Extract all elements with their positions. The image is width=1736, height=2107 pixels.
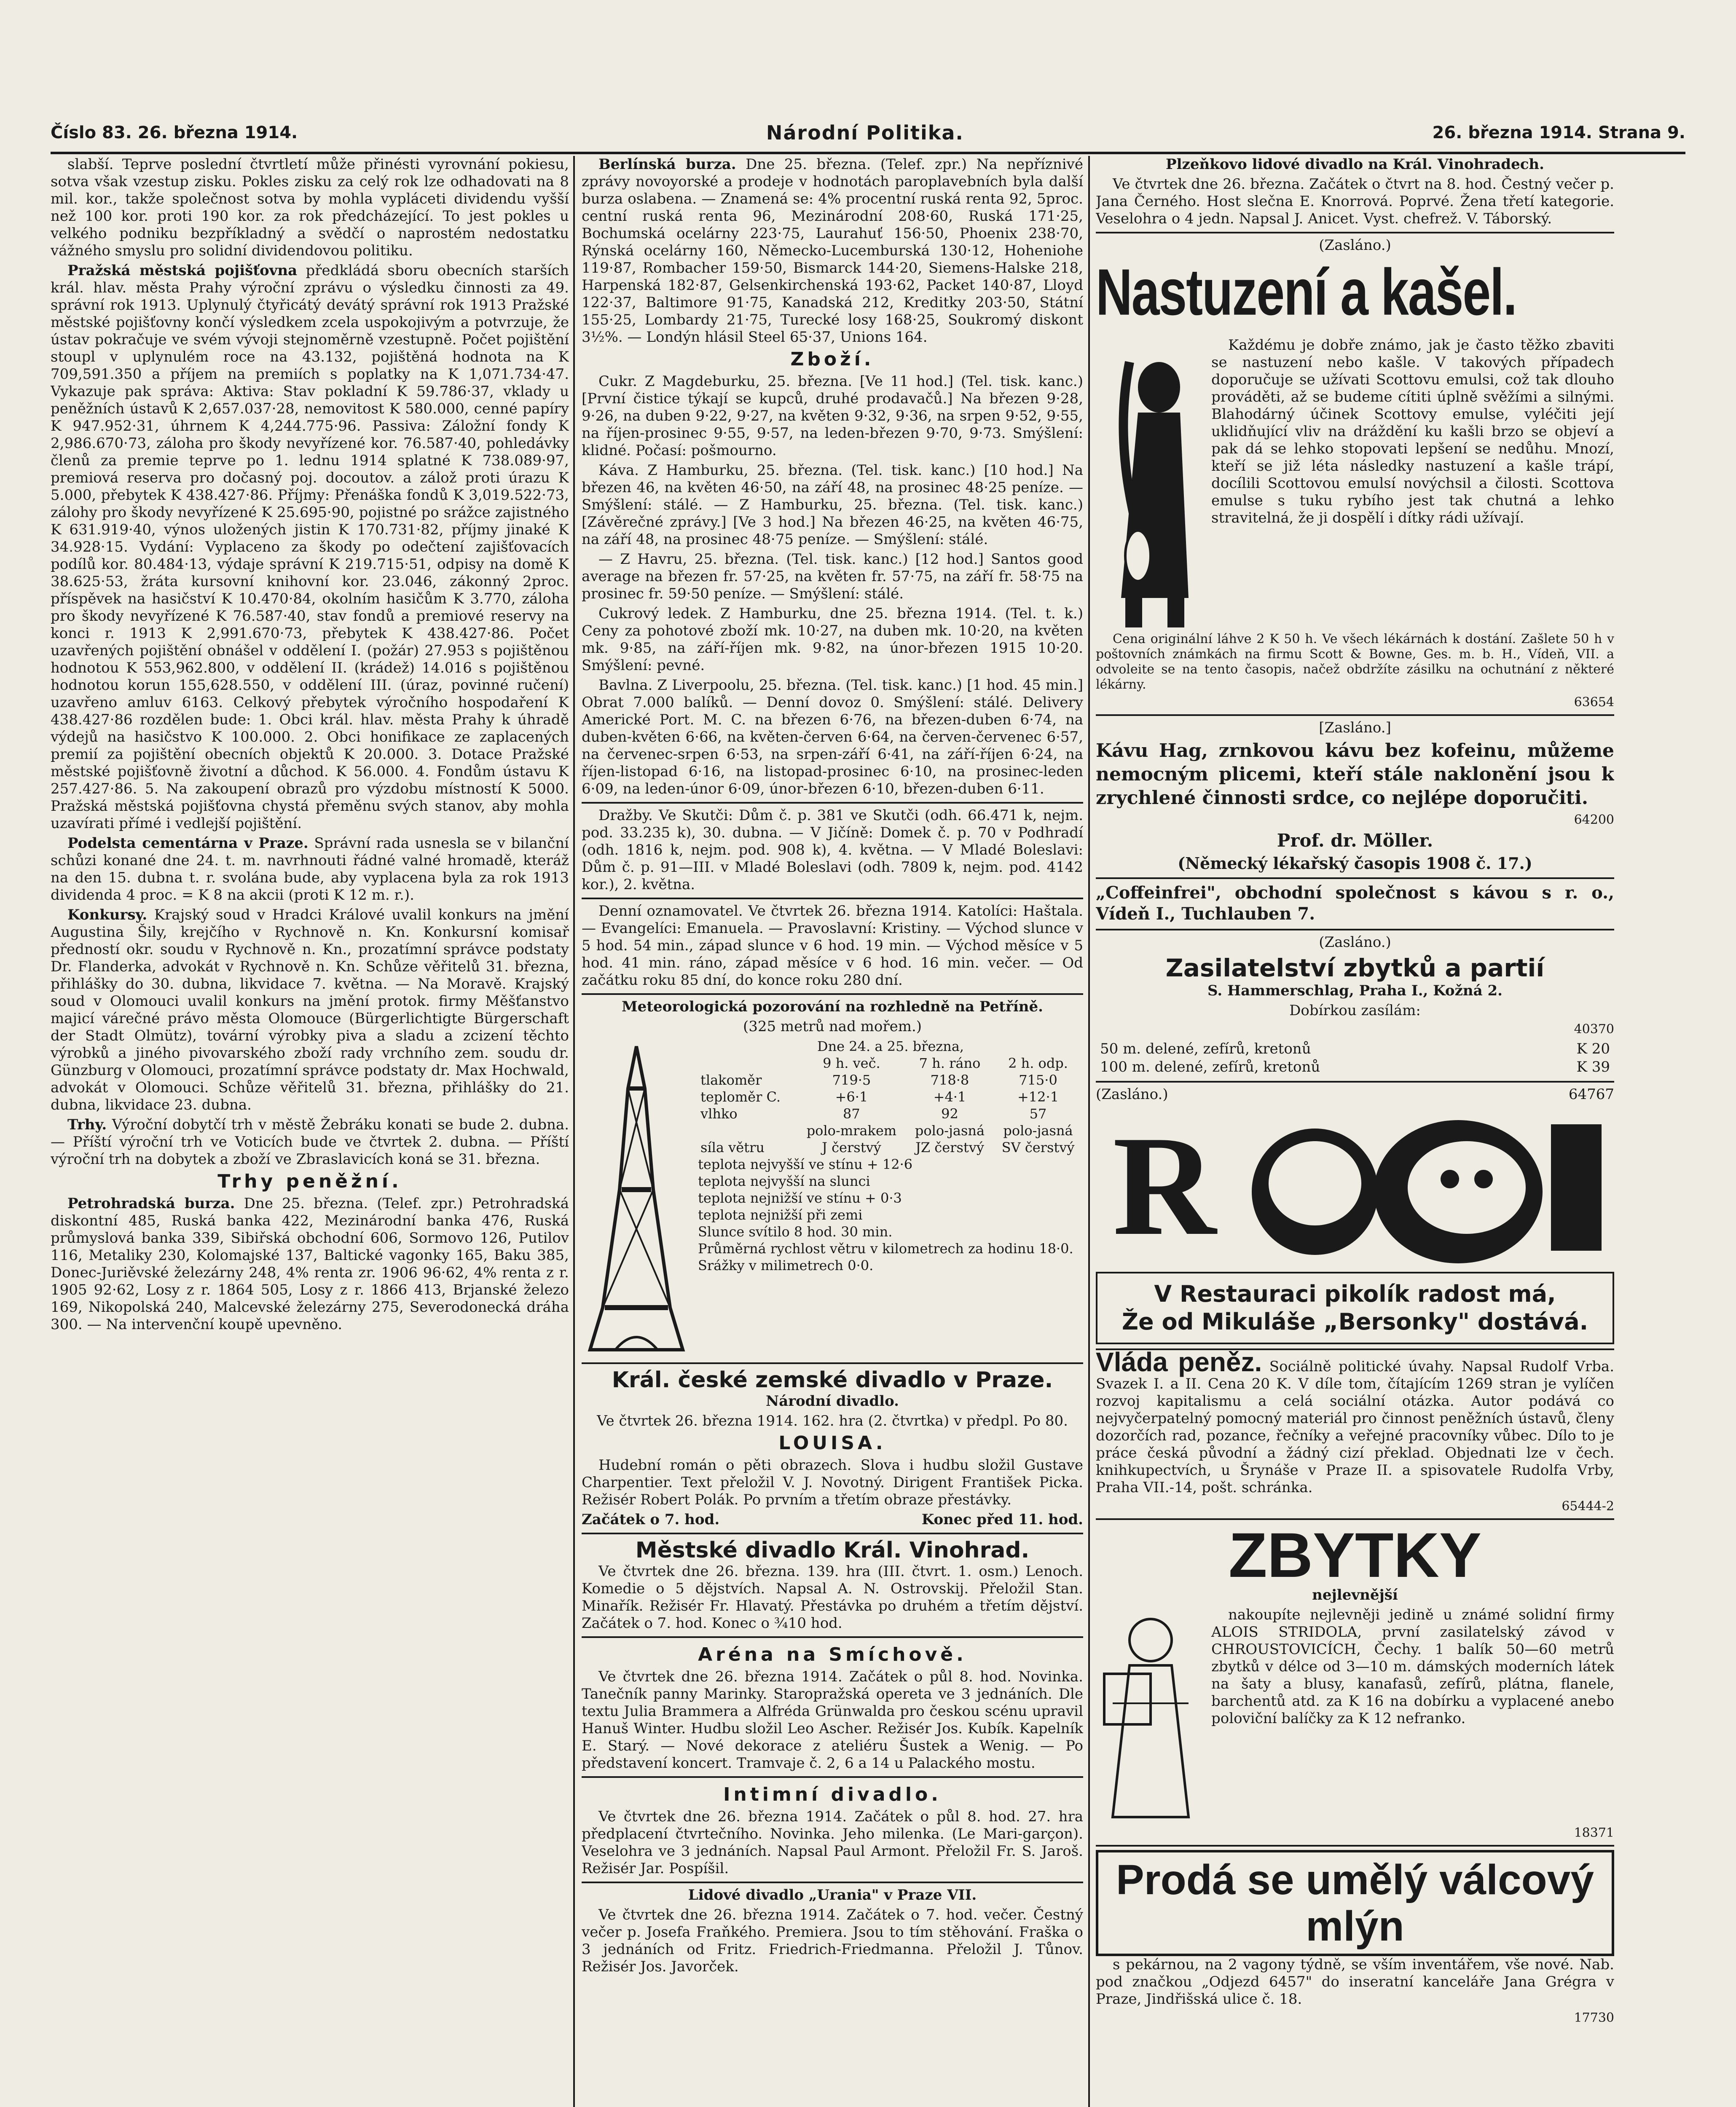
meteo-readings-table [698, 1055, 1083, 1156]
ad-headline: Nastuzení a kašel. [1096, 255, 1516, 329]
ad-code: 17730 [1574, 2010, 1614, 2025]
table-row [698, 1088, 1083, 1105]
play-title: LOUISA. [778, 1432, 886, 1454]
theatre-text: Ve čtvrtek dne 26. března 1914. Začátek o 7. hod. večer. Čestný večer p. Josefa Fraňkého. Premiera. Jsou to tím stěhování. Fraška o 3 jednáních od Fritz. Friedrich-Friedmanna. Přeložil J. Tůnov. Režisér Jos. Javorček. [582, 1906, 1083, 1975]
column-rule [1088, 156, 1090, 2107]
zaslano-label: (Zasláno.) [1319, 237, 1391, 254]
ad-price: Cena originální láhve 2 K 50 h. Ve všech lékárnách k dostání. Zašlete 50 h v poštovních známkách na firmu Scott & Bowne, Ges. m. b. H., Vídeň, VII. a odvoleite se na tento časopis, načež obdržíte zásilku na ochutnání z některé lékárny. [1096, 632, 1614, 692]
theatre-title: Aréna na Smíchově. [698, 1644, 967, 1665]
table-row [698, 1105, 1083, 1122]
theatre-subtitle: Národní divadlo. [765, 1393, 899, 1410]
article-text: — Z Havru, 25. března. (Tel. tisk. kanc.) [12 hod.] Santos good average na březen fr. 57·25, na květen fr. 57·75, na září fr. 58·75 na prosinec fr. 59·50 peníze. — Smýšlení: stálé. [582, 551, 1083, 602]
svg-text:R: R [1113, 1107, 1216, 1265]
item: 100 m. delené, zefírů, kretonů [1100, 1059, 1320, 1075]
article-paragraph [51, 1195, 569, 1333]
article-text: Správní rada usnesla se v bilanční schůzi konané dne 24. t. m. navrhnouti řádné valné hromadě, kteráž na den 15. dubna t. r. svolána bude, aby vyplacena byla za rok 1913 dividenda 4 proc. = K 8 na akcii (proti K 12 m. r.). [51, 835, 569, 903]
row-label: tlakoměr [700, 1072, 762, 1088]
ad-headline: Vláda peněz. [1096, 1347, 1262, 1377]
theatre-title: Král. české zemské divadlo v Praze. [612, 1367, 1053, 1393]
zaslano-label: (Zasláno.) [1319, 934, 1391, 951]
play-times [582, 1511, 1083, 1528]
theatre-text: Ve čtvrtek dne 26. března 1914. Začátek o půl 8. hod. 27. hra předplacení čtvrtečního. Novinka. Jeho milenka. (Le Mari-garçon). Veselohra ve 3 jednáních. Napsal Paul Armont. Přeložil Fr. S. Jaroš. Režisér Jar. Pospíšil. [582, 1808, 1083, 1877]
cell: J čerstvý [822, 1139, 881, 1155]
article-heading: Trhy. [67, 1116, 107, 1133]
cell: JZ čerstvý [915, 1139, 984, 1155]
article-paragraph [51, 906, 569, 1114]
issue-info: Číslo 83. 26. března 1914. [51, 123, 298, 142]
theatre-section [582, 1636, 1083, 1772]
article-heading: Petrohradská burza. [67, 1195, 235, 1212]
table-row [1097, 1059, 1613, 1076]
meteo-extra: teplota nejnižší ve stínu + 0·3 [698, 1190, 902, 1206]
article-heading: Konkursy. [67, 906, 148, 923]
section-title: Zboží. [790, 348, 875, 370]
ad-headline: Prodá se umělý válcový mlýn [1096, 1850, 1614, 1956]
article-text: slabší. Teprve poslední čtvrtletí může přinésti vyrovnání pokiesu, sotva však vzestup zisku. Pokles zisku za celý rok lze odhadovati na 8 mil. kor., takže společnost sotva by mohla vypláceti dividendu vyšší než 100 kor. proti 190 kor. za rok předcházející. To jest pokles u velkého podniku bezpříkladný a svědčí o naprostém nedostatku vážného smyslu pro solidní dividendovou politiku. [51, 156, 569, 259]
zaslano-label: (Zasláno.) [1096, 1086, 1168, 1103]
ad-signature: Prof. dr. Möller. [1277, 830, 1433, 851]
price-table [1096, 1040, 1614, 1077]
article-paragraph [582, 156, 1083, 346]
cell: 92 [941, 1106, 958, 1122]
meteo-block [582, 1038, 1083, 1358]
meteo-extra: teplota nejvyšší ve stínu + 12·6 [698, 1156, 913, 1172]
cell: polo-jasná [1003, 1123, 1073, 1139]
meteo-extra: Slunce svítilo 8 hod. 30 min. [698, 1224, 893, 1240]
article-text: Káva. Z Hamburku, 25. března. (Tel. tisk. kanc.) [10 hod.] Na březen 46, na květen 46·50, na září 48, na prosinec 48·25 peníze. — Smýšlení: stálé. — Z Hamburku, 25. března. (Tel. tisk. kanc.) [Závěrečné zprávy.] [Ve 3 hod.] Na březen 46·25, na květen 46·75, na září 48, na prosinec 48·75 peníze. — Smýšlení: stálé. [582, 462, 1083, 548]
cell: 87 [843, 1106, 860, 1122]
meteo-extra: Srážky v milimetrech 0·0. [698, 1257, 874, 1273]
table-row [1097, 1040, 1613, 1058]
article-paragraph [51, 1116, 569, 1168]
article-heading: Berlínská burza. [598, 156, 736, 173]
section-title: Trhy peněžní. [217, 1171, 402, 1192]
column-middle [582, 156, 1083, 2107]
column-left [51, 156, 569, 2107]
ad-text: s pekárnou, na 2 vagony týdně, se vším inventářem, vše nové. Nab. pod značkou „Odjezd 6457" do inseratní kanceláře Jana Grégra v Praze, Jindřišská ulice č. 18. [1096, 1956, 1614, 2008]
ad-address: S. Hammerschlag, Praha I., Kožná 2. [1207, 982, 1503, 999]
restaurant-illustration [1096, 1107, 1614, 1268]
ad-block [1096, 1348, 1614, 1514]
ad-code: 64200 [1574, 812, 1614, 827]
fisherman-with-fish-illustration [1096, 337, 1205, 632]
ad-block [1096, 929, 1614, 1077]
article-heading: Pražská městská pojišťovna [67, 262, 298, 279]
row-label: síla větru [700, 1139, 765, 1155]
theatre-title: Intimní divadlo. [723, 1784, 942, 1805]
ad-paragraph [1096, 1347, 1614, 1496]
lady-with-fabric-illustration [1096, 1606, 1205, 1826]
auctions-section [582, 802, 1083, 893]
cell: polo-mrakem [806, 1123, 897, 1139]
ad-block [1096, 1845, 1614, 2026]
petrin-tower-illustration [582, 1038, 691, 1358]
cell: polo-jasná [915, 1123, 985, 1139]
ad-subline: Dobírkou zasílám: [1289, 1002, 1421, 1019]
column-rule [573, 156, 575, 2107]
table-row [698, 1122, 1083, 1139]
article-text: Dne 25. března. (Telef. zpr.) Na nepříznivé zprávy novoyorské a prodeje v hodnotách paroplavebních byla další burza oslabena. — Znamená se: 4% procentní ruská renta 92, 5proc. centní ruská renta 96, Mezinárodní 208·60, Ruská 171·25, Bochumská ocelárny 223·75, Laurahuť 156·50, Phoenix 238·70, Rýnská ocelárny 160, Německo-Lucemburská 130·12, Hoheniohe 119·87, Rombacher 159·50, Bismarck 144·20, Siemens-Halske 218, Harpenská 182·87, Gelsenkirchenská 193·62, Packet 140·87, Lloyd 122·37, Baltimore 91·75, Kanadská 212, Kreditky 203·50, Státní 155·25, Lombardy 21·75, Turecké losy 168·25, Soukromý diskont 3½%. — Londýn hlásil Steel 65·37, Unions 164. [582, 156, 1083, 346]
article-text: předkládá sboru obecních starších král. hlav. města Prahy výroční zprávu o výsledku činnosti za 49. správní rok 1913. Uplynulý čtyřicátý devátý správní rok 1913 Pražské městské pojišťovny končí výsledkem zcela uspokojivým a potvrzuje, že ústav pokračuje ve svém vývoji stejnoměrně vzestupně. Počet pojištění stoupl v uplynulém roce na 43.132, pojištěná hodnota na K 709,591.350 a příjem na premiích s poplatky na K 1,071.734·47. Vykazuje pak správa: Aktiva: Stav pokladní K 59.786·37, vklady u peněžních ústavů K 2,657.037·28, nemovitost K 580.000, cenné papíry K 947.952·31, úhrnem K 4,244.775·96. Passiva: Záložní fondy K 2,986.670·73, záloha pro škody nevyřízené kor. 76.587·40, pohledávky členů za premie teprve po 1. lednu 1914 splatné K 738.089·97, premiová reserva pro dočasný poj. docoutov. a zálož proti úrazu K 5.000, přebytek K 438.427·86. Příjmy: Přenáška fondů K 3,019.522·73, zálohy pro škody nevyřízené K 25.695·90, pojistné po srážce zajistného K 631.919·40, výnos uložených jistin K 170.731·82, příjmy jinaké K 34.928·15. Vydání: Vyplaceno za škody po odečtení zajišťovacích podílů kor. 80.484·13, výdaje správní K 219.715·51, odpisy na domě K 38.625·53, žráta kursovní knihovní kor. 23.046, zákonný 2proc. příspěvek na hasičství K 10.470·84, okolním hasičům K 3.770, záloha pro škody nevyřízené K 76.587·40, stav fondů a premiové reservy na konci r. 1913 K 2,991.670·73, přebytek K 438.427·86. Počet uzavřených pojištění obnášel v oddělení I. (požár) 27.953 s pojištěnou hodnotou K 553,962.800, v oddělení II. (krádež) 14.016 s pojištěnou hodnotou korun 155,628.550, v oddělení III. (úraz, povinné ručení) uzavřeno amluv 6163. Celkový přebytek výročního hospodaření K 438.427·86 rozdělen bude: 1. Obci král. hlav. města Prahy k úhradě výdejů na hasičstvo K 100.000. 2. Obci honifikace ze zaplacených premií za pojištění obecních objektů K 20.000. 3. Dotace Pražské městské pojišťovně životní a důchod. K 56.000. 4. Fondům ústavu K 257.427·86. 5. Na zakoupení obrazů pro výzdobu místností K 5000. Pražská městská pojišťovna chystá přeměnu svých stanov, aby mohla uzavírati přímé i vedlejší pojištění. [51, 262, 569, 832]
article-text: Dražby. Ve Skutči: Dům č. p. 381 ve Skutči (odh. 66.471 k, nejm. pod. 33.235 k), 30. dubna. — V Jičíně: Domek č. p. 70 v Podhradí (odh. 1816 k, nejm. pod. 908 k), 4. května. — V Mladé Boleslavi: Dům č. p. 91—III. v Mladé Boleslavi (odh. 7809 k, nejm. pod. 4142 kor.), 2. května. [582, 807, 1083, 893]
article-text: Denní oznamovatel. Ve čtvrtek 26. března 1914. Katolíci: Haštala. — Evangelíci: Emanuela. — Pravoslavní: Kristiny. — Východ slunce v 5 hod. 54 min., západ slunce v 6 hod. 19 min. — Východ měsíce v 5 hod. 41 min. ráno, západ měsíce v 6 hod. 16 min. večer. — Od začátku roku 85 dní, do konce roku 280 dní. [582, 903, 1083, 989]
ad-block [1096, 1081, 1614, 1344]
column-right [1096, 156, 1614, 2107]
restaurant-verse-box [1096, 1272, 1614, 1344]
article-text: Bavlna. Z Liverpoolu, 25. března. (Tel. tisk. kanc.) [1 hod. 45 min.] Obrat 7.000 balíků. — Denní dovoz 0. Smýšlení: stálé. Delivery Americké Port. M. C. na březen 6·76, na březen-duben 6·74, na duben-květen 6·66, na květen-červen 6·64, na červen-červenec 6·57, na červenec-srpen 6·53, na srpen-září 6·41, na září-říjen 6·24, na říjen-listopad 6·16, na listopad-prosinec 6·10, na prosinec-leden 6·09, na leden-únor 6·09, únor-březen 6·10, březen-duben 6·11. [582, 677, 1083, 797]
daily-notice-section [582, 898, 1083, 989]
ad-subline: nejlevnější [1312, 1587, 1398, 1603]
start-time: Začátek o 7. hod. [582, 1511, 720, 1528]
row-label [698, 1122, 797, 1139]
article-text: Výroční dobytčí trh v městě Žebráku konati se bude 2. dubna. — Příští výroční trh ve Voticích bude ve čtvrtek 2. dubna. — Příští výroční trh na dobytek a zboží ve Zbraslavicích koná se 31. března. [51, 1116, 569, 1168]
theatre-section [582, 1533, 1083, 1632]
theatre-line: Ve čtvrtek 26. března 1914. 162. hra (2. čtvrtka) v předpl. Po 80. [597, 1413, 1068, 1429]
theatre-text: Ve čtvrtek dne 26. března 1914. Začátek o půl 8. hod. Novinka. Tanečník panny Marinky. Staropražská opereta ve 3 jednáních. Dle textu Julia Brammera a Alfréda Grünwalda pro českou scénu upravil Hanuš Winter. Hudbu složil Leo Ascher. Režisér Jos. Kubík. Kapelník E. Starý. — Nové dekorace z ateliéru Šustek a Wenig. — Po představení koncert. Tramvaje č. 2, 6 a 14 u Palackého mostu. [582, 1668, 1083, 1772]
ad-code: 64767 [1568, 1086, 1614, 1103]
ad-source: (Německý lékařský časopis 1908 č. 17.) [1178, 854, 1532, 873]
meteo-table [698, 1038, 1083, 1358]
meteo-date: Dne 24. a 25. března, [817, 1038, 964, 1054]
theatre-text: Ve čtvrtek dne 26. března. 139. hra (III. čtvrt. 1. osm.) Lenoch. Komedie o 5 dějstvích. Napsal A. N. Ostrovskij. Přeložil Stan. Minařík. Režisér Fr. Hlavatý. Přestávka po druhém a třetím dějství. Začátek o 7. hod. Konec o ¾10 hod. [582, 1563, 1083, 1632]
cell: 715·0 [1019, 1072, 1057, 1088]
meteorology-section [582, 993, 1083, 1358]
ad-code: 63654 [1574, 695, 1614, 710]
article-text: Cukrový ledek. Z Hamburku, dne 25. března 1914. (Tel. t. k.) Ceny za pohotové zboží mk. 10·27, na duben mk. 10·20, na květen mk. 9·85, na září-říjen mk. 9·82, na únor-březen 1915 10·20. Smýšlení: pevné. [582, 605, 1083, 674]
cell: +6·1 [835, 1089, 868, 1105]
meteo-header-row [698, 1055, 1083, 1072]
zaslano-label: [Zasláno.] [1319, 719, 1391, 736]
verse-line: Že od Mikuláše „Bersonky" dostává. [1122, 1308, 1588, 1335]
ad-headline: ZBYTKY [1229, 1520, 1481, 1590]
article-text: Krajský soud v Hradci Králové uvalil konkurs na jmění Augustina Šily, krejčího v Rychnově n. Kn. Konkursní komisař předností okr. soudu v Rychnově n. Kn., prozatímní správce podstaty Dr. Flanderka, advokát v Rychnově n. Kn. Schůze věřitelů 31. března, přihlášky do 30. dubna, likvidace 7. května. — Na Moravě. Krajský soud v Olomouci uvalil konkurs na jmění protok. firmy Měšťanstvo majicí várečné právo města Olomouce (Bürgerlichtigte Bürgerschaft der Stadt Olmütz), tovární výrobky piva a sladu a zcizení těchto výrobků a jiného pivovarského zboží rady vrchního zem. soudu dr. Günzburg v Olomouci, prozatímní správce podstaty dr. Max Hochwald, advokát v Olomouci. Schůze věřitelů 31. března, přihlášky do 21. dubna, likvidace 23. dubna. [51, 906, 569, 1113]
item: 50 m. delené, zefírů, kretonů [1100, 1040, 1311, 1057]
row-label: teploměr C. [700, 1089, 781, 1105]
ad-code: 40370 [1574, 1022, 1614, 1037]
cell: +4·1 [933, 1089, 966, 1105]
meteo-subtitle: (325 metrů nad mořem.) [743, 1018, 922, 1035]
ad-text: nakoupíte nejlevněji jedině u známé solidní firmy ALOIS STRIDOLA, první zasilatelský závod v CHROUSTOVICÍCH, Čechy. 1 balík 50—60 metrů zbytků v délce od 3—10 m. dámských moderních látek na šaty a blusy, kanafasů, zefírů, plátna, flanele, barchentů atd. za K 16 na dobírku a vyplacené anebo poloviční balíčky za K 12 nefranko. [1211, 1606, 1614, 1727]
article-paragraph [51, 262, 569, 832]
ad-code: 65444-2 [1562, 1499, 1614, 1514]
theatre-section [582, 1776, 1083, 1877]
cell: 57 [1029, 1106, 1047, 1122]
ad-block [1096, 1518, 1614, 1841]
price: K 20 [1576, 1040, 1610, 1057]
meteo-extra: teplota nejvyšší na slunci [698, 1173, 870, 1189]
ad-header-line [1096, 1086, 1614, 1103]
row-label: vlhko [700, 1106, 738, 1122]
article-text: Dne 25. března. (Telef. zpr.) Petrohradská diskontní 485, Ruská banka 422, Mezinárodní banka 476, Ruská průmyslová banka 339, Sibiřská obchodní 606, Sormovo 126, Putilov 116, Metaliky 230, Kolomajské 137, Baltické vagonky 165, Baku 385, Donec-Juriěvské železárny 248, 4% renta zr. 1906 96·62, 4% renta z r. 1905 92·62, Losy z r. 1864 505, Losy z r. 1866 413, Brjanské železo 169, Nikopolská 240, Malcevské železárny 275, Severodonecká dráha 300. — Na intervenční koupě upevněno. [51, 1195, 569, 1333]
ad-block [1096, 232, 1614, 710]
cell: +12·1 [1017, 1089, 1059, 1105]
ad-body [1096, 337, 1614, 632]
ad-title: Plzeňkovo lidové divadlo na Král. Vinohradech. [1166, 156, 1544, 173]
meteo-col-header: 2 h. odp. [1008, 1055, 1068, 1071]
end-time: Konec před 11. hod. [921, 1511, 1083, 1528]
article-text: Cukr. Z Magdeburku, 25. března. [Ve 11 hod.] (Tel. tisk. kanc.) [První čistice týkají se kupců, druhé prodavačů.] Na březen 9·28, 9·26, na duben 9·22, 9·27, na květen 9·32, 9·36, na srpen 9·52, 9·55, na říjen-prosinec 9·55, 9·57, na leden-březen 9·70, 9·73. Smýšlení: klidné. Počasí: pošmourno. [582, 373, 1083, 459]
cell: 718·8 [930, 1072, 969, 1088]
cell: 719·5 [832, 1072, 871, 1088]
theatre-section [582, 1882, 1083, 1976]
page-header [51, 114, 1685, 154]
ad-text: Sociálně politické úvahy. Napsal Rudolf Vrba. Svazek I. a II. Cena 20 K. V díle tom, čítajícím 1269 stran je vylíčen rozvoj kapitalismu a celá sociální otázka. Autor podává co nejvyčerpatelný pomocný materiál pro činnost peněžních ústavů, členy dozorčích rad, pozance, řečníky a veřejné pracovníky vůbec. Dílo to je práce česká původní a žádný cizí překlad. Objednati lze v čech. knihkupectvích, u Šrynáše v Praze II. a spisovatele Rudolfa Vrby, Praha VII.-14, pošt. schránka. [1096, 1358, 1614, 1496]
ad-text: Každému je dobře známo, jak je často těžko zbaviti se nastuzení nebo kašle. V takových případech doporučuje se užívati Scottovu emulsi, což tak dlouho prováděti, až se budeme cítiti úplně svěžími a silnými. Blahodárný účinek Scottovy emulse, vyléčiti její uklidňující vliv na dráždění ku kašli brzo se objeví a pak dá se lehko stopovati lepšení se nedůhu. Mnozí, kteří se již léta následky nastuzení a kašle trápí, docílili Scottovou emulsí novýchsil a čilosti. Scottova emulse s tuku rybího jest tak chutná a lehko stravitelná, že ji dospělí i dítky rádi užívají. [1211, 337, 1614, 526]
verse-line: V Restauraci pikolík radost má, [1154, 1281, 1556, 1307]
article-paragraph [51, 835, 569, 904]
ad-text: „Coffeinfrei", obchodní společnost s kávou s r. o., Vídeň I., Tuchlauben 7. [1096, 883, 1614, 924]
meteo-title: Meteorologická pozorování na rozhledně na Petříně. [622, 998, 1043, 1015]
page-info: 26. března 1914. Strana 9. [1432, 123, 1685, 142]
meteo-extra: Průměrná rychlost větru v kilometrech za hodinu 18·0. [698, 1241, 1073, 1257]
meteo-col-header: 7 h. ráno [919, 1055, 981, 1071]
ad-text: Ve čtvrtek dne 26. března. Začátek o čtvrt na 8. hod. Čestný večer p. Jana Černého. Host slečna E. Knorrová. Poprvé. Žena třetí kategorie. Veselohra o 4 jedn. Napsal J. Anicet. Vyst. chefrež. V. Táborský. [1096, 176, 1614, 227]
theatre-title: Lidové divadlo „Urania" v Praze VII. [688, 1887, 977, 1903]
theatre-title: Městské divadlo Král. Vinohrad. [635, 1538, 1030, 1563]
cell: SV čerstvý [1001, 1139, 1075, 1155]
ad-body [1096, 1606, 1614, 1826]
meteo-col-header: 9 h. več. [823, 1055, 880, 1071]
ad-headline: Zasilatelství zbytků a partií [1165, 954, 1545, 982]
ad-block [1096, 714, 1614, 873]
play-description: Hudební román o pěti obrazech. Slova i hudbu složil Gustave Charpentier. Text přeložil V. J. Novotný. Dirigent František Picka. Režisér Robert Polák. Po prvním a třetím obraze přestávky. [582, 1457, 1083, 1508]
ad-text: Kávu Hag, zrnkovou kávu bez kofeinu, můžeme nemocným plicemi, kteří stále naklonění jsou k zrychlené činnosti srdce, co nejlépe doporučiti. [1096, 740, 1614, 809]
price: K 39 [1576, 1059, 1610, 1075]
table-row [698, 1139, 1083, 1156]
meteo-extra: teplota nejnižší při zemi [698, 1207, 863, 1223]
article-heading: Podelsta cementárna v Praze. [67, 835, 309, 852]
theatre-section [582, 1362, 1083, 1528]
ad-block [1096, 877, 1614, 925]
newspaper-title: Národní Politika. [766, 121, 964, 144]
table-row [698, 1072, 1083, 1088]
ad-code: 18371 [1574, 1826, 1614, 1840]
